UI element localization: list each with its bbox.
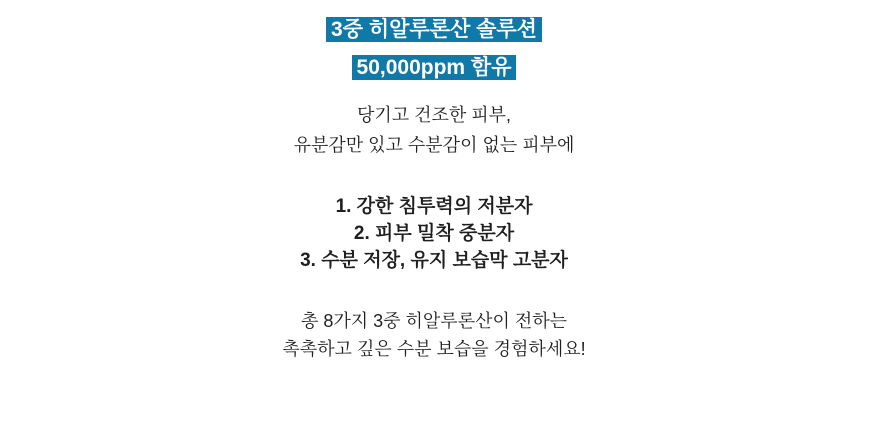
intro-paragraph — [0, 100, 868, 160]
outro-line-1: 총 8가지 3중 히알루론산이 전하는 — [300, 311, 568, 331]
list-item-low-molecular: 1. 강한 침투력의 저분자 — [335, 196, 533, 217]
intro-line-2: 유분감만 있고 수분감이 없는 피부에 — [293, 135, 575, 155]
intro-line-1: 당기고 건조한 피부, — [356, 105, 512, 125]
hyaluronic-acid-type-list — [0, 193, 868, 274]
title-block — [0, 0, 868, 80]
outro-paragraph — [0, 307, 868, 363]
title-line-highlight-1: 3중 히알루론산 솔루션 — [326, 17, 542, 42]
list-item-medium-molecular: 2. 피부 밀착 중분자 — [353, 223, 515, 244]
title-line-highlight-2: 50,000ppm 함유 — [352, 55, 517, 80]
outro-line-2: 촉촉하고 깊은 수분 보습을 경험하세요! — [282, 339, 586, 359]
list-item-high-molecular: 3. 수분 저장, 유지 보습막 고분자 — [300, 250, 568, 271]
